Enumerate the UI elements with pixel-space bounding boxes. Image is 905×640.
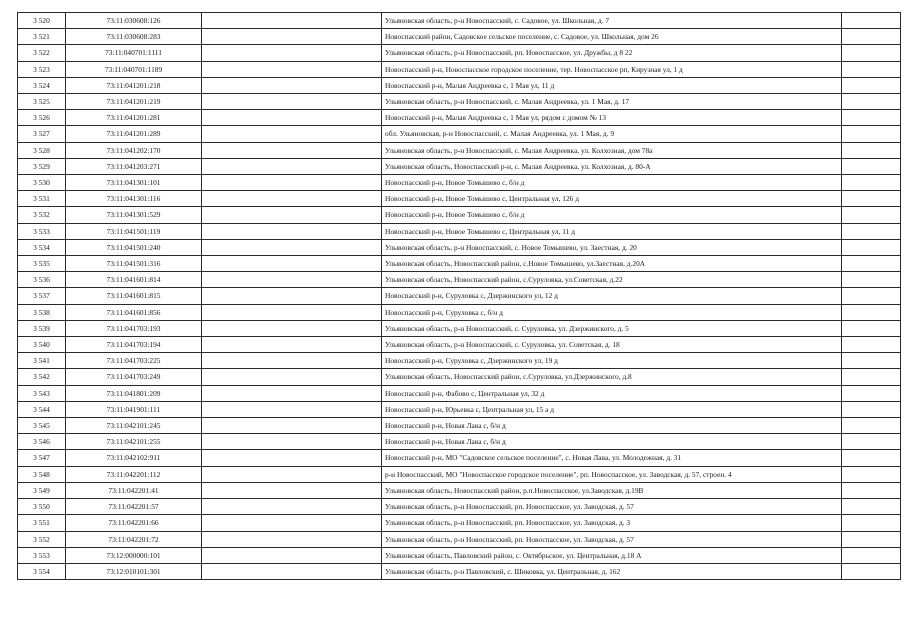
cadastral-number-cell: 73:11:040701:1189 [66, 61, 202, 77]
empty-cell [202, 142, 382, 158]
row-number-cell: 3 533 [18, 223, 66, 239]
cadastral-number-cell: 73:11:042201:66 [66, 515, 202, 531]
empty-cell [842, 61, 901, 77]
empty-cell [202, 515, 382, 531]
empty-cell [842, 337, 901, 353]
address-cell: Ульяновская область, Павловский район, с. Октябрьское, ул. Центральная, д.18 А [382, 547, 842, 563]
row-number-cell: 3 545 [18, 418, 66, 434]
table-row [18, 94, 901, 110]
address-cell: Ульяновская область, Новоспасский район, с.Новое Томышево, ул.Заестная, д.20А [382, 256, 842, 272]
registry-table [17, 12, 901, 580]
table-row [18, 466, 901, 482]
empty-cell [842, 126, 901, 142]
empty-cell [842, 385, 901, 401]
address-cell: Ульяновская область, р-н Новоспасский, рп. Новоспасское, ул. Дружбы, д 8 22 [382, 45, 842, 61]
empty-cell [202, 418, 382, 434]
address-cell: Ульяновская область, р-н Новоспасский, с. Малая Андреевка, ул. Колхозная, дом 78а [382, 142, 842, 158]
empty-cell [202, 531, 382, 547]
empty-cell [842, 110, 901, 126]
cadastral-number-cell: 73:11:041201:281 [66, 110, 202, 126]
row-number-cell: 3 537 [18, 288, 66, 304]
cadastral-number-cell: 73:11:042201:72 [66, 531, 202, 547]
address-cell: Новоспасский р-н, МО "Садовское сельское поселение", с. Новая Лава, ул. Молодежная, д. 31 [382, 450, 842, 466]
table-row [18, 547, 901, 563]
address-cell: Новоспасский р-н, Новое Томышево с, Центральная ул, 11 д [382, 223, 842, 239]
row-number-cell: 3 554 [18, 563, 66, 579]
row-number-cell: 3 528 [18, 142, 66, 158]
table-row [18, 223, 901, 239]
cadastral-number-cell: 73:11:041501:119 [66, 223, 202, 239]
table-row [18, 563, 901, 579]
address-cell: Новоспасский р-н, Малая Андреевка с, 1 Мая ул, 11 д [382, 77, 842, 93]
row-number-cell: 3 523 [18, 61, 66, 77]
cadastral-number-cell: 73:11:041301:116 [66, 191, 202, 207]
empty-cell [202, 401, 382, 417]
empty-cell [202, 158, 382, 174]
table-row [18, 158, 901, 174]
registry-body [18, 13, 901, 580]
row-number-cell: 3 550 [18, 499, 66, 515]
cadastral-number-cell: 73:11:042201:112 [66, 466, 202, 482]
row-number-cell: 3 520 [18, 13, 66, 29]
cadastral-number-cell: 73:11:040701:1111 [66, 45, 202, 61]
empty-cell [202, 175, 382, 191]
table-row [18, 401, 901, 417]
empty-cell [202, 272, 382, 288]
row-number-cell: 3 553 [18, 547, 66, 563]
cadastral-number-cell: 73:11:042101:245 [66, 418, 202, 434]
address-cell: Новоспасский р-н, Суруловка с, Дзержинского ул, 19 д [382, 353, 842, 369]
table-row [18, 191, 901, 207]
empty-cell [202, 563, 382, 579]
address-cell: Новоспасский р-н, Новоспасское городское поселение, тер. Новоспасское рп, Кирузная ул, 1 д [382, 61, 842, 77]
row-number-cell: 3 546 [18, 434, 66, 450]
row-number-cell: 3 524 [18, 77, 66, 93]
empty-cell [842, 563, 901, 579]
empty-cell [842, 369, 901, 385]
row-number-cell: 3 551 [18, 515, 66, 531]
empty-cell [842, 94, 901, 110]
empty-cell [842, 207, 901, 223]
empty-cell [202, 223, 382, 239]
cadastral-number-cell: 73:11:042201:41 [66, 482, 202, 498]
cadastral-number-cell: 73:11:041703:225 [66, 353, 202, 369]
row-number-cell: 3 547 [18, 450, 66, 466]
empty-cell [202, 45, 382, 61]
table-row [18, 418, 901, 434]
table-row [18, 272, 901, 288]
registry-sheet [17, 12, 900, 580]
address-cell: р-н Новоспасский, МО "Новоспасское городское поселение", рп. Новоспасское, ул. Заводская, д. 57, строен. 4 [382, 466, 842, 482]
cadastral-number-cell: 73:11:041501:316 [66, 256, 202, 272]
address-cell: Новоспасский р-н, Малая Андреевка с, 1 Мая ул, рядом с домом № 13 [382, 110, 842, 126]
empty-cell [842, 499, 901, 515]
cadastral-number-cell: 73:11:041601:815 [66, 288, 202, 304]
address-cell: Ульяновская область, р-н Новоспасский, с. Суруловка, ул. Советская, д. 18 [382, 337, 842, 353]
empty-cell [202, 256, 382, 272]
row-number-cell: 3 536 [18, 272, 66, 288]
address-cell: обл. Ульяновская, р-н Новоспасский, с. Малая Андреевка, ул. 1 Мая, д. 9 [382, 126, 842, 142]
empty-cell [842, 45, 901, 61]
table-row [18, 175, 901, 191]
table-row [18, 515, 901, 531]
row-number-cell: 3 540 [18, 337, 66, 353]
empty-cell [202, 482, 382, 498]
row-number-cell: 3 535 [18, 256, 66, 272]
cadastral-number-cell: 73:11:042102:911 [66, 450, 202, 466]
row-number-cell: 3 522 [18, 45, 66, 61]
empty-cell [842, 191, 901, 207]
row-number-cell: 3 552 [18, 531, 66, 547]
row-number-cell: 3 526 [18, 110, 66, 126]
cadastral-number-cell: 73:11:030608:126 [66, 13, 202, 29]
address-cell: Новоспасский р-н, Новая Лава с, б/н д [382, 418, 842, 434]
row-number-cell: 3 548 [18, 466, 66, 482]
address-cell: Ульяновская область, Новоспасский район, с.Суруловка, ул.Дзержинского, д.8 [382, 369, 842, 385]
cadastral-number-cell: 73:11:041801:209 [66, 385, 202, 401]
row-number-cell: 3 549 [18, 482, 66, 498]
empty-cell [842, 482, 901, 498]
table-row [18, 353, 901, 369]
row-number-cell: 3 521 [18, 29, 66, 45]
empty-cell [842, 401, 901, 417]
cadastral-number-cell: 73:12:010101:301 [66, 563, 202, 579]
row-number-cell: 3 531 [18, 191, 66, 207]
cadastral-number-cell: 73:11:041201:219 [66, 94, 202, 110]
empty-cell [202, 126, 382, 142]
table-row [18, 142, 901, 158]
table-row [18, 337, 901, 353]
table-row [18, 13, 901, 29]
empty-cell [842, 450, 901, 466]
empty-cell [842, 353, 901, 369]
empty-cell [202, 337, 382, 353]
table-row [18, 45, 901, 61]
address-cell: Новоспасский р-н, Новое Томышево с, Центральная ул, 126 д [382, 191, 842, 207]
empty-cell [842, 239, 901, 255]
empty-cell [202, 77, 382, 93]
empty-cell [202, 288, 382, 304]
address-cell: Ульяновская область, р-н Новоспасский, рп. Новоспасское, ул. Заводская, д. 57 [382, 499, 842, 515]
cadastral-number-cell: 73:11:041203:271 [66, 158, 202, 174]
address-cell: Новоспасский р-н, Фабово с, Центральная ул, 32 д [382, 385, 842, 401]
address-cell: Новоспасский р-н, Новое Томышево с, б/н д [382, 207, 842, 223]
row-number-cell: 3 539 [18, 320, 66, 336]
empty-cell [202, 191, 382, 207]
table-row [18, 320, 901, 336]
empty-cell [202, 434, 382, 450]
cadastral-number-cell: 73:11:041301:529 [66, 207, 202, 223]
address-cell: Новоспасский р-н, Юрьевка с, Центральная ул, 15 а д [382, 401, 842, 417]
address-cell: Ульяновская область, р-н Новоспасский, с. Садовое, ул. Школьная, д. 7 [382, 13, 842, 29]
empty-cell [842, 175, 901, 191]
table-row [18, 482, 901, 498]
table-row [18, 61, 901, 77]
empty-cell [202, 239, 382, 255]
address-cell: Ульяновская область, р-н Новоспасский, рп. Новоспасское, ул. Заводская, д. 3 [382, 515, 842, 531]
cadastral-number-cell: 73:11:041201:218 [66, 77, 202, 93]
address-cell: Новоспасский р-н, Суруловка с, Дзержинского ул, 12 д [382, 288, 842, 304]
cadastral-number-cell: 73:11:041202:170 [66, 142, 202, 158]
row-number-cell: 3 527 [18, 126, 66, 142]
empty-cell [842, 515, 901, 531]
empty-cell [842, 223, 901, 239]
table-row [18, 369, 901, 385]
cadastral-number-cell: 73:11:030608:283 [66, 29, 202, 45]
empty-cell [202, 385, 382, 401]
empty-cell [202, 499, 382, 515]
row-number-cell: 3 532 [18, 207, 66, 223]
row-number-cell: 3 541 [18, 353, 66, 369]
address-cell: Ульяновская область, Новоспасский р-н, с. Малая Андреевка, ул. Колхозная, д. 80-А [382, 158, 842, 174]
table-row [18, 304, 901, 320]
address-cell: Ульяновская область, р-н Павловский, с. Шиковка, ул. Центральная, д. 162 [382, 563, 842, 579]
table-row [18, 531, 901, 547]
empty-cell [842, 434, 901, 450]
table-row [18, 499, 901, 515]
empty-cell [202, 29, 382, 45]
address-cell: Новоспасский район, Садовское сельское поселение, с. Садовое, ул. Школьная, дом 26 [382, 29, 842, 45]
empty-cell [842, 418, 901, 434]
empty-cell [202, 13, 382, 29]
empty-cell [842, 304, 901, 320]
table-row [18, 239, 901, 255]
empty-cell [202, 61, 382, 77]
empty-cell [842, 29, 901, 45]
address-cell: Новоспасский р-н, Суруловка с, б/н д [382, 304, 842, 320]
empty-cell [842, 531, 901, 547]
cadastral-number-cell: 73:11:042201:57 [66, 499, 202, 515]
row-number-cell: 3 534 [18, 239, 66, 255]
cadastral-number-cell: 73:11:041201:289 [66, 126, 202, 142]
table-row [18, 110, 901, 126]
empty-cell [202, 466, 382, 482]
row-number-cell: 3 544 [18, 401, 66, 417]
empty-cell [202, 450, 382, 466]
cadastral-number-cell: 73:11:041901:111 [66, 401, 202, 417]
empty-cell [842, 272, 901, 288]
table-row [18, 29, 901, 45]
table-row [18, 450, 901, 466]
table-row [18, 256, 901, 272]
empty-cell [842, 142, 901, 158]
table-row [18, 434, 901, 450]
address-cell: Ульяновская область, р-н Новоспасский, с. Суруловка, ул. Дзержинского, д. 5 [382, 320, 842, 336]
address-cell: Ульяновская область, р-н Новоспасский, рп. Новоспасское, ул. Заводская, д. 57 [382, 531, 842, 547]
cadastral-number-cell: 73:11:041703:194 [66, 337, 202, 353]
cadastral-number-cell: 73:11:042101:255 [66, 434, 202, 450]
empty-cell [842, 158, 901, 174]
address-cell: Ульяновская область, р-н Новоспасский, с. Новое Томышево, ул. Заестная, д. 20 [382, 239, 842, 255]
cadastral-number-cell: 73:11:041703:249 [66, 369, 202, 385]
cadastral-number-cell: 73:11:041601:814 [66, 272, 202, 288]
cadastral-number-cell: 73:11:041703:193 [66, 320, 202, 336]
empty-cell [202, 320, 382, 336]
empty-cell [202, 304, 382, 320]
table-row [18, 288, 901, 304]
empty-cell [202, 207, 382, 223]
empty-cell [202, 94, 382, 110]
empty-cell [202, 547, 382, 563]
cadastral-number-cell: 73:12:000000:101 [66, 547, 202, 563]
row-number-cell: 3 542 [18, 369, 66, 385]
empty-cell [842, 547, 901, 563]
empty-cell [842, 256, 901, 272]
address-cell: Новоспасский р-н, Новое Томышево с, б/н д [382, 175, 842, 191]
table-row [18, 77, 901, 93]
empty-cell [202, 110, 382, 126]
cadastral-number-cell: 73:11:041301:101 [66, 175, 202, 191]
address-cell: Новоспасский р-н, Новая Лава с, б/н д [382, 434, 842, 450]
table-row [18, 207, 901, 223]
row-number-cell: 3 538 [18, 304, 66, 320]
row-number-cell: 3 529 [18, 158, 66, 174]
cadastral-number-cell: 73:11:041501:240 [66, 239, 202, 255]
empty-cell [842, 466, 901, 482]
empty-cell [842, 320, 901, 336]
empty-cell [842, 13, 901, 29]
empty-cell [842, 77, 901, 93]
table-row [18, 126, 901, 142]
row-number-cell: 3 530 [18, 175, 66, 191]
row-number-cell: 3 525 [18, 94, 66, 110]
empty-cell [202, 369, 382, 385]
row-number-cell: 3 543 [18, 385, 66, 401]
address-cell: Ульяновская область, Новоспасский район, с.Суруловка, ул.Советская, д.22 [382, 272, 842, 288]
address-cell: Ульяновская область, Новоспасский район, р.п.Новоспасское, ул.Заводская, д.19В [382, 482, 842, 498]
cadastral-number-cell: 73:11:041601:856 [66, 304, 202, 320]
empty-cell [202, 353, 382, 369]
address-cell: Ульяновская область, р-н Новоспасский, с. Малая Андреевка, ул. 1 Мая, д. 17 [382, 94, 842, 110]
empty-cell [842, 288, 901, 304]
table-row [18, 385, 901, 401]
